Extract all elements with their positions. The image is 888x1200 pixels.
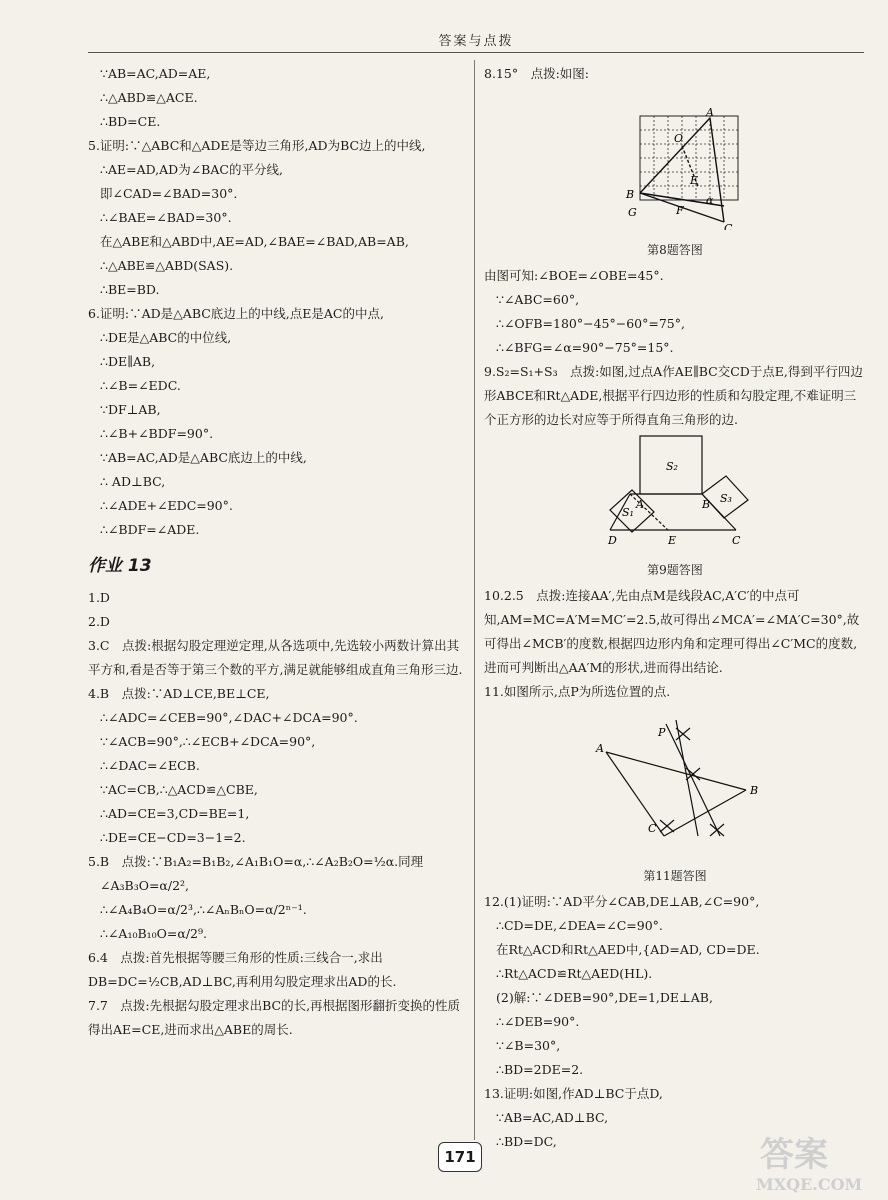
label-C: C: [724, 222, 733, 230]
solution-line: 9.S₂=S₁+S₃ 点拨:如图,过点A作AE∥BC交CD于点E,得到平行四边形ABCE和Rt△ADE,根据平行四边形的性质和勾股定理,不难证明三个正方形的边长对应等于所得直角三角形的边.: [484, 364, 863, 427]
left-solutions-top: [88, 62, 464, 542]
solution-line: ∴DE∥AB,: [100, 354, 156, 369]
figure-q8: [484, 88, 866, 262]
solution-line: ∴AD=CE=3,CD=BE=1,: [100, 806, 250, 821]
label-E: E: [690, 174, 699, 187]
watermark-icon: [740, 1130, 880, 1196]
three-squares-diagram: [484, 434, 866, 550]
solution-line: ∴∠BAE=∠BAD=30°.: [100, 210, 232, 225]
label-B: B: [626, 188, 635, 201]
solution-line: ∴BE=BD.: [100, 282, 160, 297]
line-AB: [606, 752, 746, 790]
solution-line: ∵AB=AC,AD⊥BC,: [496, 1110, 609, 1125]
solution-line: ∴∠DAC=∠ECB.: [100, 758, 200, 773]
column-divider: [474, 60, 475, 1140]
label-S3: S₃: [720, 492, 732, 505]
solution-line: 13.证明:如图,作AD⊥BC于点D,: [484, 1086, 663, 1101]
solution-line: ∴∠A₄B₄O=α/2³,∴∠AₙBₙO=α/2ⁿ⁻¹.: [100, 902, 307, 917]
solution-line: 4.B 点拨:∵AD⊥CE,BE⊥CE,: [88, 686, 270, 701]
solution-line: ∵AB=AC,AD=AE,: [100, 66, 211, 81]
label-G: G: [628, 206, 637, 219]
solution-line: ∵DF⊥AB,: [100, 402, 161, 417]
right-solutions-a: [484, 264, 866, 432]
solution-line: 7.7 点拨:先根据勾股定理求出BC的长,再根据图形翻折变换的性质得出AE=CE,进而求出△ABE的周长.: [88, 998, 461, 1037]
solution-line: ∴CD=DE,∠DEA=∠C=90°.: [496, 918, 663, 933]
solution-line: ∴ AD⊥BC,: [100, 474, 166, 489]
label-S2: S₂: [666, 460, 678, 473]
label-F: F: [676, 204, 684, 217]
figure-caption: 第8题答图: [647, 243, 703, 257]
figure-caption: 第9题答图: [647, 563, 703, 577]
solution-line: 由图可知:∠BOE=∠OBE=45°.: [484, 268, 664, 283]
solution-line: 在Rt△ACD和Rt△AED中,{AD=AD, CD=DE.: [496, 942, 760, 957]
watermark-text: 答案: [760, 1135, 828, 1175]
solution-line: 1.D: [88, 590, 110, 605]
solution-line: ∴BD=DC,: [496, 1134, 557, 1149]
left-solutions-bottom: [88, 586, 464, 1042]
solution-line: (2)解:∵∠DEB=90°,DE=1,DE⊥AB,: [496, 990, 713, 1005]
solution-line: ∴∠B+∠BDF=90°.: [100, 426, 214, 441]
solution-line: 12.(1)证明:∵AD平分∠CAB,DE⊥AB,∠C=90°,: [484, 894, 760, 909]
solution-line: ∴AE=AD,AD为∠BAC的平分线,: [100, 162, 283, 177]
label-A: A: [706, 106, 714, 119]
label-B: B: [750, 784, 759, 797]
solution-line: ∴BD=2DE=2.: [496, 1062, 584, 1077]
right-solutions-c: [484, 890, 866, 1154]
grid-triangle-diagram: [484, 88, 866, 230]
label-alpha: α: [706, 194, 714, 207]
left-column: [88, 62, 464, 1042]
solution-line: ∴∠A₁₀B₁₀O=α/2⁹.: [100, 926, 207, 941]
solution-line: 11.如图所示,点P为所选位置的点.: [484, 684, 671, 699]
right-solutions-b: [484, 584, 866, 704]
solution-line: 在△ABE和△ABD中,AE=AD,∠BAE=∠BAD,AB=AB,: [100, 234, 409, 249]
watermark-url: MXQE.COM: [756, 1175, 863, 1194]
solution-line: 6.证明:∵AD是△ABC底边上的中线,点E是AC的中点,: [88, 306, 384, 321]
solution-line: ∵∠B=30°,: [496, 1038, 561, 1053]
right-column: [484, 62, 866, 1154]
solution-line: 6.4 点拨:首先根据等腰三角形的性质:三线合一,求出DB=DC=½CB,AD⊥BC,再利用勾股定理求出AD的长.: [88, 950, 397, 989]
line-CB: [664, 790, 746, 836]
label-A: A: [596, 742, 604, 755]
page-number-badge: [430, 1140, 490, 1174]
page-header: 答案与点拨: [438, 34, 514, 49]
label-C: C: [732, 534, 741, 547]
solution-line: ∴△ABE≌△ABD(SAS).: [100, 258, 234, 273]
solution-line: ∴∠ADE+∠EDC=90°.: [100, 498, 233, 513]
grid-lines: [640, 116, 738, 200]
construction-diagram: [484, 706, 866, 856]
solution-line: ∴∠ADC=∠CEB=90°,∠DAC+∠DCA=90°.: [100, 710, 358, 725]
solution-line: ∴BD=CE.: [100, 114, 161, 129]
figure-q9: [484, 434, 866, 582]
label-C: C: [648, 822, 657, 835]
solution-line: ∠A₃B₃O=α/2²,: [100, 878, 190, 893]
label-S1: S₁: [622, 506, 634, 519]
solution-line: ∴△ABD≌△ACE.: [100, 90, 198, 105]
solution-line: 3.C 点拨:根据勾股定理逆定理,从各选项中,先选较小两数计算出其平方和,看是否等于第三个数的平方,满足就能够组成直角三角形三边.: [88, 638, 463, 677]
solution-line: ∴∠OFB=180°−45°−60°=75°,: [496, 316, 685, 331]
solution-line: ∵AC=CB,∴△ACD≌△CBE,: [100, 782, 258, 797]
solution-line: 5.B 点拨:∵B₁A₂=B₁B₂,∠A₁B₁O=α,∴∠A₂B₂O=½α.同理: [88, 854, 424, 869]
solution-line: ∴Rt△ACD≌Rt△AED(HL).: [496, 966, 653, 981]
label-P: P: [658, 726, 666, 739]
solution-line: 2.D: [88, 614, 110, 629]
section-title: 作业 13: [88, 556, 152, 576]
solution-line: 即∠CAD=∠BAD=30°.: [100, 186, 238, 201]
label-D: D: [608, 534, 617, 547]
solution-line: ∴∠BDF=∠ADE.: [100, 522, 200, 537]
watermark-logo: [740, 1130, 880, 1196]
solution-line: 5.证明:∵△ABC和△ADE是等边三角形,AD为BC边上的中线,: [88, 138, 426, 153]
page-number: 171: [438, 1142, 482, 1172]
label-B: B: [702, 498, 711, 511]
label-E: E: [668, 534, 677, 547]
solution-line: ∵AB=AC,AD是△ABC底边上的中线,: [100, 450, 307, 465]
solution-line: ∵∠ACB=90°,∴∠ECB+∠DCA=90°,: [100, 734, 316, 749]
header-divider: [88, 52, 864, 53]
solution-line: 10.2.5 点拨:连接AA′,先由点M是线段AC,A′C′的中点可知,AM=MC=A′M=MC′=2.5,故可得出∠MCA′=∠MA′C=30°,故可得出∠MCB′的度数,根据四边形内角和定理可得出∠C′MC的度数,进而可判断出△AA′M的形状,进而得出结论.: [484, 588, 860, 675]
solution-line: ∴DE是△ABC的中位线,: [100, 330, 232, 345]
label-A: A: [636, 498, 644, 511]
label-O: O: [674, 132, 684, 145]
solution-line: ∴DE=CE−CD=3−1=2.: [100, 830, 246, 845]
figure-caption: 第11题答图: [643, 869, 707, 883]
solution-line: ∵∠ABC=60°,: [496, 292, 580, 307]
solution-line: ∴∠BFG=∠α=90°−75°=15°.: [496, 340, 674, 355]
solution-line: ∴∠DEB=90°.: [496, 1014, 580, 1029]
solution-line: ∴∠B=∠EDC.: [100, 378, 181, 393]
figure-q11: [484, 706, 866, 888]
q8-line: 8.15° 点拨:如图:: [484, 66, 590, 81]
